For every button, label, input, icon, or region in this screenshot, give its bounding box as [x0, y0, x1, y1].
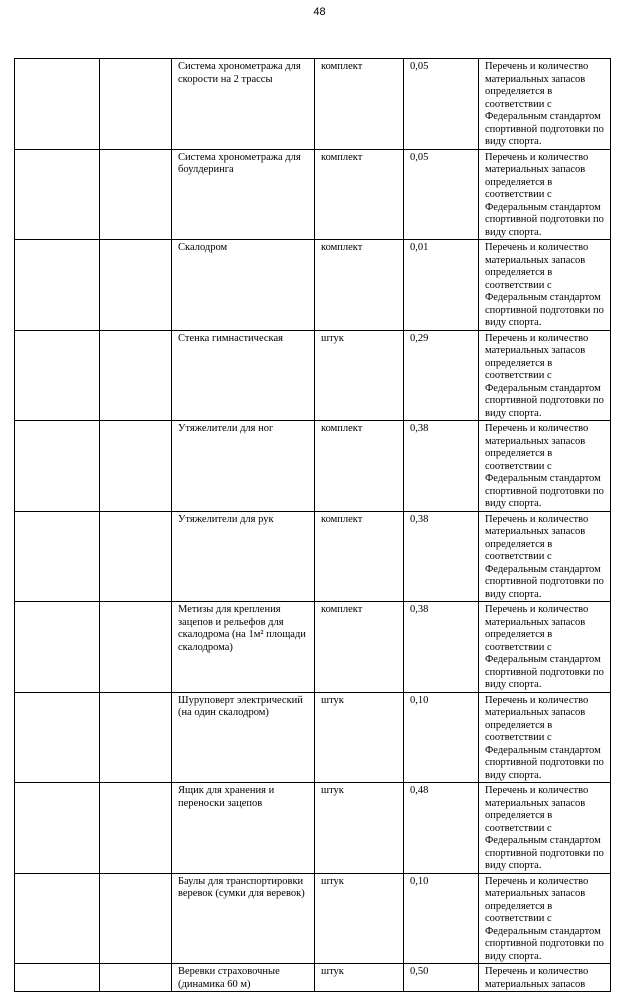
empty-cell — [15, 511, 100, 602]
table-row — [15, 964, 611, 992]
quantity-cell: 0,05 — [404, 59, 479, 150]
empty-cell — [100, 964, 172, 992]
table-row — [15, 511, 611, 602]
quantity-cell: 0,29 — [404, 330, 479, 421]
note-cell: Перечень и количество материальных запасов определяется в соответствии с Федеральным стандартом спортивной подготовки по виду спорта. — [479, 149, 611, 240]
empty-cell — [100, 873, 172, 964]
unit-cell: комплект — [315, 149, 404, 240]
unit-cell: комплект — [315, 602, 404, 693]
empty-cell — [15, 149, 100, 240]
unit-cell: штук — [315, 692, 404, 783]
empty-cell — [15, 692, 100, 783]
empty-cell — [100, 330, 172, 421]
item-name-cell: Утяжелители для рук — [172, 511, 315, 602]
quantity-cell: 0,38 — [404, 511, 479, 602]
empty-cell — [100, 59, 172, 150]
table-row — [15, 240, 611, 331]
item-name-cell: Ящик для хранения и переноски зацепов — [172, 783, 315, 874]
note-cell: Перечень и количество материальных запасов определяется в соответствии с Федеральным стандартом спортивной подготовки по виду спорта. — [479, 783, 611, 874]
empty-cell — [15, 240, 100, 331]
table-row — [15, 692, 611, 783]
item-name-cell: Утяжелители для ног — [172, 421, 315, 512]
note-cell: Перечень и количество материальных запасов — [479, 964, 611, 992]
quantity-cell: 0,01 — [404, 240, 479, 331]
unit-cell: штук — [315, 873, 404, 964]
unit-cell: комплект — [315, 59, 404, 150]
empty-cell — [15, 602, 100, 693]
unit-cell: комплект — [315, 240, 404, 331]
item-name-cell: Система хронометража для боулдеринга — [172, 149, 315, 240]
table-row — [15, 149, 611, 240]
empty-cell — [15, 873, 100, 964]
empty-cell — [15, 59, 100, 150]
note-cell: Перечень и количество материальных запасов определяется в соответствии с Федеральным стандартом спортивной подготовки по виду спорта. — [479, 602, 611, 693]
empty-cell — [100, 783, 172, 874]
item-name-cell: Веревки страховочные (динамика 60 м) — [172, 964, 315, 992]
note-cell: Перечень и количество материальных запасов определяется в соответствии с Федеральным стандартом спортивной подготовки по виду спорта. — [479, 240, 611, 331]
item-name-cell: Шуруповерт электрический (на один скалодром) — [172, 692, 315, 783]
unit-cell: штук — [315, 964, 404, 992]
item-name-cell: Баулы для транспортировки веревок (сумки для веревок) — [172, 873, 315, 964]
table-row — [15, 421, 611, 512]
quantity-cell: 0,10 — [404, 692, 479, 783]
note-cell: Перечень и количество материальных запасов определяется в соответствии с Федеральным стандартом спортивной подготовки по виду спорта. — [479, 692, 611, 783]
page-number: 48 — [313, 6, 326, 18]
unit-cell: комплект — [315, 511, 404, 602]
table-row — [15, 59, 611, 150]
empty-cell — [15, 330, 100, 421]
empty-cell — [100, 602, 172, 693]
table-row — [15, 783, 611, 874]
table-row — [15, 330, 611, 421]
empty-cell — [100, 149, 172, 240]
empty-cell — [15, 421, 100, 512]
item-name-cell: Стенка гимнастическая — [172, 330, 315, 421]
quantity-cell: 0,48 — [404, 783, 479, 874]
table-row — [15, 873, 611, 964]
table-body — [15, 59, 611, 992]
inventory-table — [14, 58, 611, 992]
unit-cell: штук — [315, 783, 404, 874]
empty-cell — [15, 783, 100, 874]
item-name-cell: Метизы для крепления зацепов и рельефов для скалодрома (на 1м² площади скалодрома) — [172, 602, 315, 693]
note-cell: Перечень и количество материальных запасов определяется в соответствии с Федеральным стандартом спортивной подготовки по виду спорта. — [479, 59, 611, 150]
empty-cell — [100, 240, 172, 331]
quantity-cell: 0,38 — [404, 602, 479, 693]
unit-cell: штук — [315, 330, 404, 421]
empty-cell — [100, 511, 172, 602]
note-cell: Перечень и количество материальных запасов определяется в соответствии с Федеральным стандартом спортивной подготовки по виду спорта. — [479, 873, 611, 964]
item-name-cell: Система хронометража для скорости на 2 трассы — [172, 59, 315, 150]
note-cell: Перечень и количество материальных запасов определяется в соответствии с Федеральным стандартом спортивной подготовки по виду спорта. — [479, 421, 611, 512]
quantity-cell: 0,38 — [404, 421, 479, 512]
empty-cell — [100, 692, 172, 783]
empty-cell — [15, 964, 100, 992]
quantity-cell: 0,10 — [404, 873, 479, 964]
table-row — [15, 602, 611, 693]
note-cell: Перечень и количество материальных запасов определяется в соответствии с Федеральным стандартом спортивной подготовки по виду спорта. — [479, 511, 611, 602]
quantity-cell: 0,05 — [404, 149, 479, 240]
quantity-cell: 0,50 — [404, 964, 479, 992]
unit-cell: комплект — [315, 421, 404, 512]
item-name-cell: Скалодром — [172, 240, 315, 331]
note-cell: Перечень и количество материальных запасов определяется в соответствии с Федеральным стандартом спортивной подготовки по виду спорта. — [479, 330, 611, 421]
empty-cell — [100, 421, 172, 512]
